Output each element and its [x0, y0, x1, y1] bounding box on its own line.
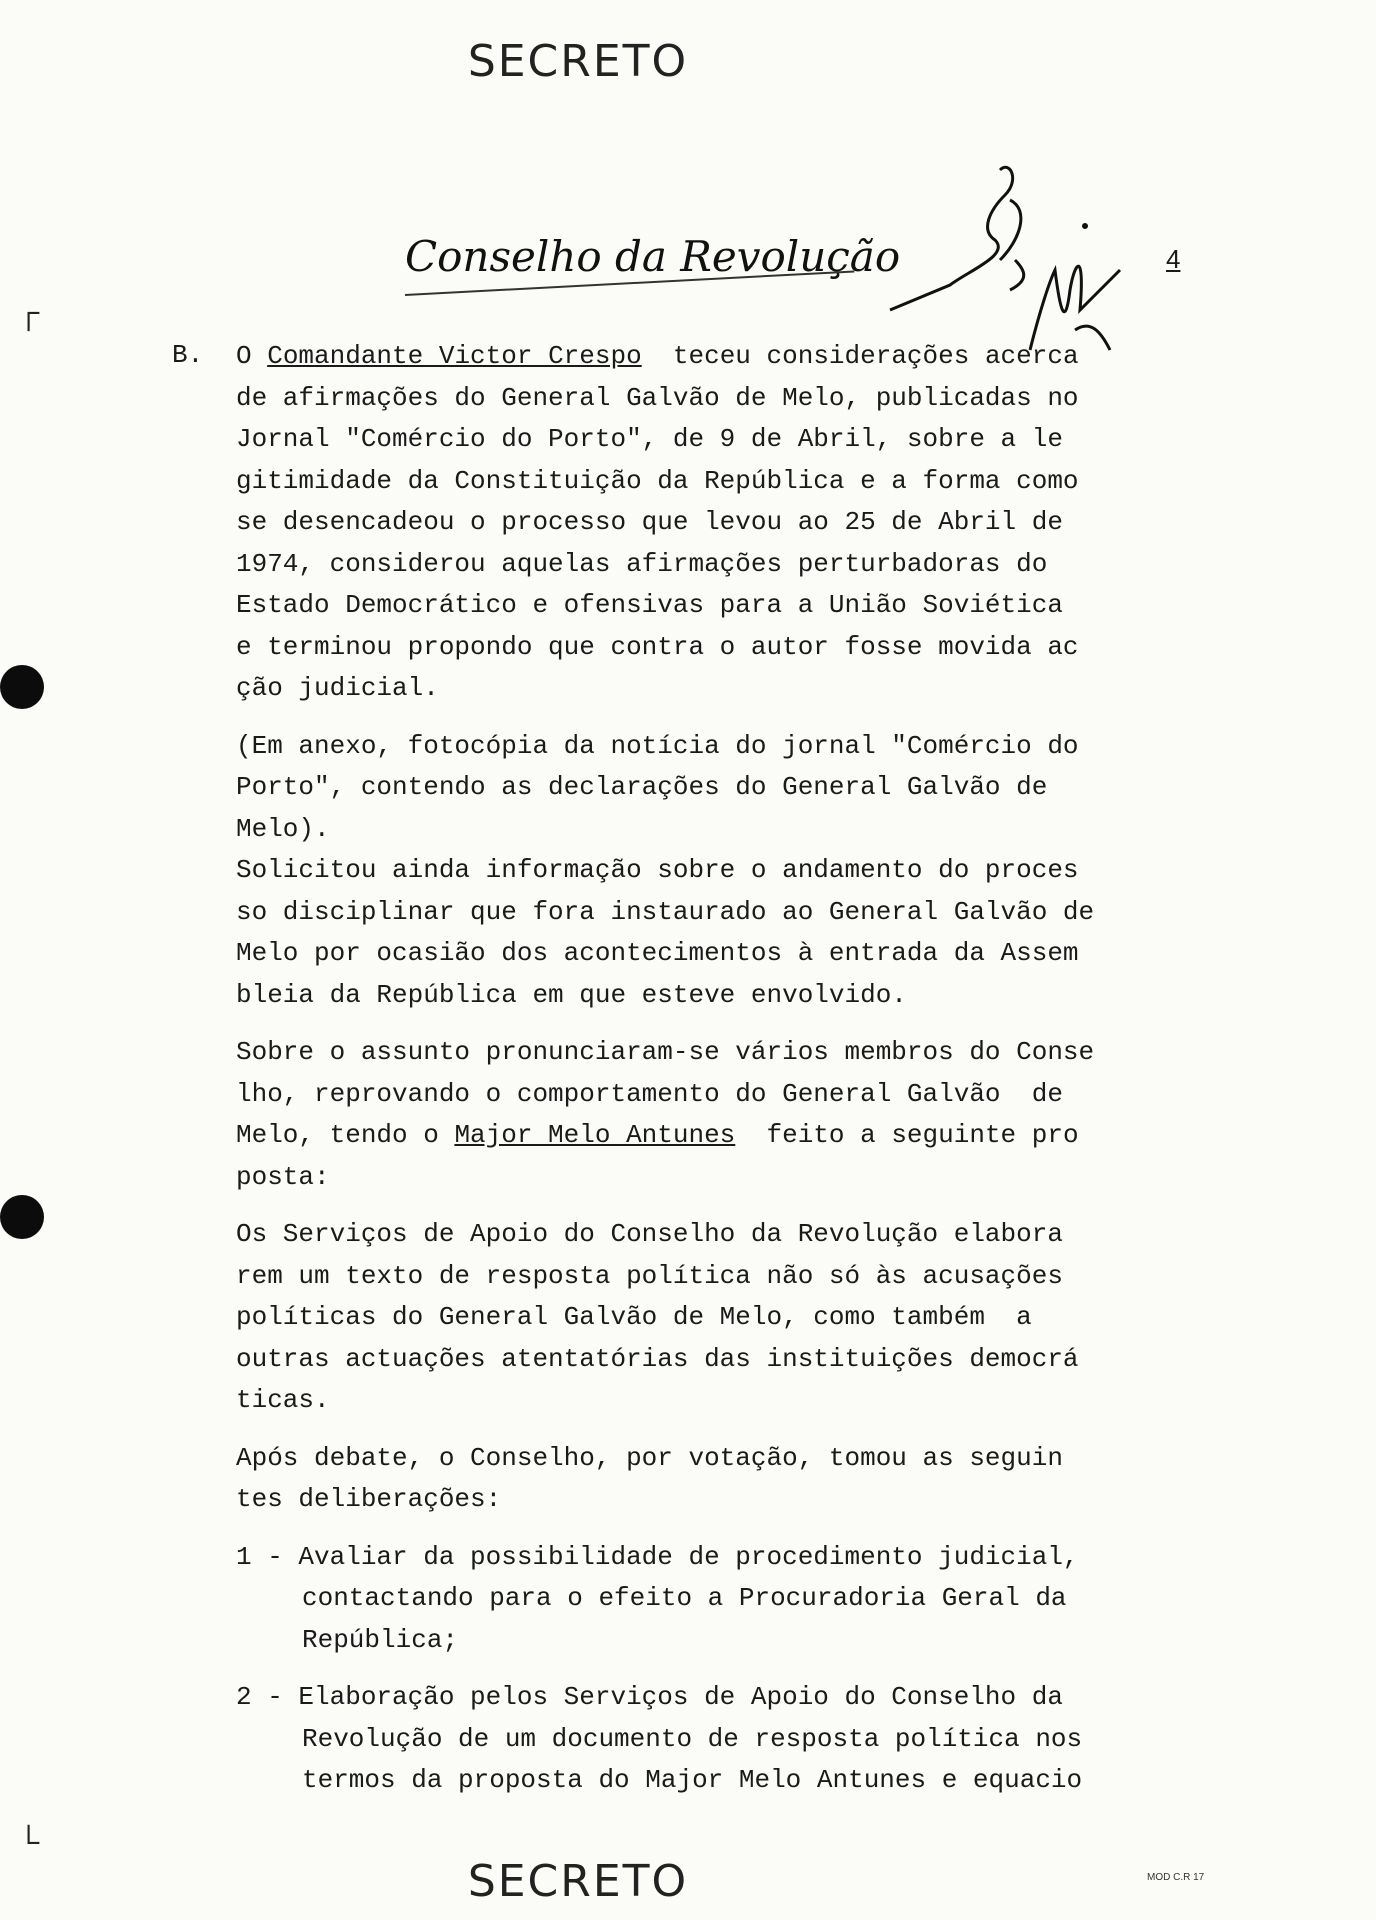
paragraph-2-line-2: Porto", contendo as declarações do General Galvão de: [236, 772, 1048, 802]
section-label: B.: [172, 340, 204, 370]
letterhead: Conselho da Revolução: [405, 232, 901, 281]
item-1-line-3: República;: [302, 1624, 459, 1655]
punch-hole-upper: [0, 665, 44, 709]
paragraph-4-line-4: posta:: [236, 1161, 330, 1192]
paragraph-1-line-4: gitimidade da Constituição da República e a forma como: [236, 465, 1079, 496]
paragraph-1-line-1: O Comandante Victor Crespo teceu considerações acerca: [236, 341, 1079, 371]
punch-hole-lower: [0, 1195, 44, 1239]
paragraph-5-line-1: Os Serviços de Apoio do Conselho da Revolução elabora: [236, 1219, 1063, 1249]
item-2-line-3: termos da proposta do Major Melo Antunes e equacio: [302, 1765, 1083, 1795]
paragraph-1-line-8: e terminou propondo que contra o autor fosse movida ac: [236, 631, 1079, 662]
paragraph-5-line-2: rem um texto de resposta política não só às acusações: [236, 1260, 1063, 1291]
paragraph-1-line-2: de afirmações do General Galvão de Melo, publicadas no: [236, 382, 1079, 413]
paragraph-5-line-4: outras actuações atentatórias das instituições democrá: [236, 1343, 1079, 1374]
item-1-line-1: 1 - Avaliar da possibilidade de procedimento judicial,: [236, 1541, 1079, 1572]
paragraph-5-line-3: políticas do General Galvão de Melo, como também a: [236, 1302, 1032, 1332]
paragraph-1-line-3: Jornal "Comércio do Porto", de 9 de Abril, sobre a le: [236, 424, 1063, 454]
paragraph-4-line-2: lho, reprovando o comportamento do General Galvão de: [236, 1078, 1063, 1109]
document-body: [236, 336, 1196, 1802]
paragraph-5-line-5: ticas.: [236, 1385, 330, 1415]
paragraph-1-line-7: Estado Democrático e ofensivas para a União Soviética: [236, 590, 1063, 620]
paragraph-4-line-3: Melo, tendo o Major Melo Antunes feito a seguinte pro: [236, 1120, 1079, 1150]
form-code: MOD C.R 17: [1147, 1872, 1205, 1883]
paragraph-3-line-4: bleia da República em que esteve envolvido.: [236, 979, 907, 1010]
corner-mark-bottom: └: [18, 1826, 40, 1859]
paragraph-6-line-2: tes deliberações:: [236, 1484, 502, 1514]
item-1-line-2: contactando para o efeito a Procuradoria Geral da: [302, 1583, 1067, 1613]
paragraph-3-line-2: so disciplinar que fora instaurado ao General Galvão de: [236, 896, 1095, 927]
paragraph-1-line-5: se desencadeou o processo que levou ao 25 de Abril de: [236, 507, 1063, 537]
paragraph-3-line-3: Melo por ocasião dos acontecimentos à entrada da Assem: [236, 938, 1079, 968]
paragraph-3-line-1: Solicitou ainda informação sobre o andamento do proces: [236, 855, 1079, 885]
page-number: 4: [1166, 244, 1181, 274]
paragraph-6-line-1: Após debate, o Conselho, por votação, tomou as seguin: [236, 1442, 1063, 1473]
item-2-line-1: 2 - Elaboração pelos Serviços de Apoio do Conselho da: [236, 1682, 1063, 1712]
paragraph-1-line-9: ção judicial.: [236, 673, 439, 703]
paragraph-1-line-6: 1974, considerou aquelas afirmações perturbadoras do: [236, 548, 1048, 579]
item-2-line-2: Revolução de um documento de resposta política nos: [302, 1723, 1083, 1754]
paragraph-2-line-3: Melo).: [236, 813, 330, 844]
paragraph-4-line-1: Sobre o assunto pronunciaram-se vários membros do Conse: [236, 1037, 1095, 1067]
secret-stamp-top: SECRETO: [467, 36, 689, 87]
corner-mark-top: ┌: [18, 296, 40, 329]
secret-stamp-bottom: SECRETO: [467, 1856, 689, 1907]
handwritten-signature: [860, 160, 1140, 360]
paragraph-2-line-1: (Em anexo, fotocópia da notícia do jornal "Comércio do: [236, 730, 1079, 761]
